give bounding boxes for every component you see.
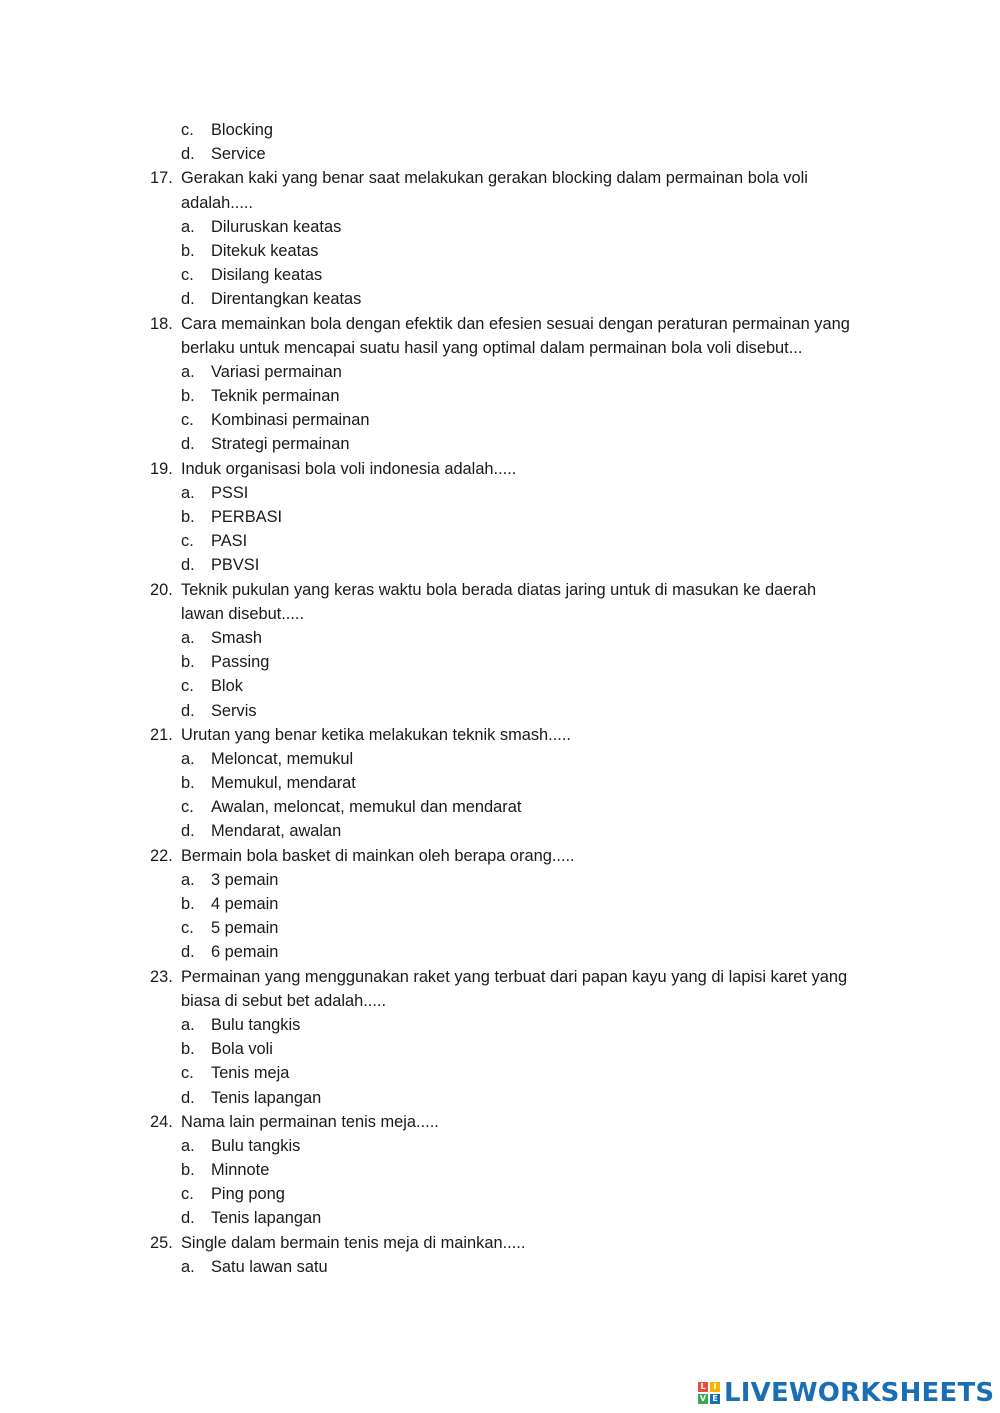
option-label: d.	[181, 435, 195, 454]
top-option[interactable]	[0, 142, 1000, 166]
question-number: 24.	[150, 1112, 173, 1131]
option-text: Ping pong	[211, 1185, 285, 1204]
option-text: 4 pemain	[211, 895, 279, 913]
question-number: 17.	[150, 169, 173, 188]
option-label: b.	[181, 508, 195, 526]
question-number: 25.	[150, 1233, 173, 1252]
option-text: Variasi permainan	[211, 362, 342, 381]
option-label: c.	[181, 411, 194, 430]
option-text: 6 pemain	[211, 943, 279, 962]
question-number: 19.	[150, 459, 173, 478]
option-label: a.	[181, 870, 195, 889]
option-text: PBVSI	[211, 556, 260, 575]
option-label: b.	[181, 895, 195, 913]
question-number: 20.	[150, 580, 173, 599]
question-number: 22.	[150, 846, 173, 865]
question-stem	[0, 457, 1000, 481]
option-label: d.	[181, 145, 195, 164]
question-text: Cara memainkan bola dengan efektik dan efesien sesuai dengan peraturan permainan yang	[181, 314, 850, 333]
question-stem-continued	[0, 989, 1000, 1013]
answer-option[interactable]	[0, 819, 1000, 843]
option-text: Bola voli	[211, 1040, 273, 1059]
answer-option[interactable]	[0, 1037, 1000, 1061]
question-number: 18.	[150, 314, 173, 333]
question-number: 21.	[150, 725, 173, 744]
option-text: Service	[211, 145, 266, 164]
answer-option[interactable]	[0, 892, 1000, 916]
answer-option[interactable]	[0, 408, 1000, 432]
question-list	[0, 166, 1000, 1279]
answer-option[interactable]	[0, 1086, 1000, 1110]
answer-option[interactable]	[0, 239, 1000, 263]
option-label: d.	[181, 701, 195, 720]
option-text: Passing	[211, 653, 270, 672]
option-text: Bulu tangkis	[211, 1136, 301, 1155]
option-text: Ditekuk keatas	[211, 241, 319, 260]
answer-option[interactable]	[0, 1134, 1000, 1158]
answer-option[interactable]	[0, 1158, 1000, 1182]
answer-option[interactable]	[0, 795, 1000, 819]
option-text: Direntangkan keatas	[211, 290, 362, 309]
question-number: 23.	[150, 967, 173, 986]
option-text: Tenis lapangan	[211, 1209, 322, 1228]
liveworksheets-logo	[698, 1377, 994, 1409]
question-stem-continued	[0, 191, 1000, 215]
answer-option[interactable]	[0, 1013, 1000, 1037]
question-stem-continued	[0, 336, 1000, 360]
option-label: c.	[181, 919, 194, 938]
answer-option[interactable]	[0, 1061, 1000, 1085]
logo-letter: E	[710, 1394, 720, 1404]
answer-option[interactable]	[0, 287, 1000, 311]
question-stem	[0, 166, 1000, 190]
option-text: Servis	[211, 701, 257, 720]
answer-option[interactable]	[0, 626, 1000, 650]
answer-option[interactable]	[0, 215, 1000, 239]
option-label: d.	[181, 822, 195, 841]
option-text: Smash	[211, 628, 263, 647]
option-text: Teknik permainan	[211, 387, 340, 406]
logo-letter: V	[699, 1394, 707, 1403]
question-text: berlaku untuk mencapai suatu hasil yang optimal dalam permainan bola voli disebut...	[181, 338, 803, 357]
option-text: 5 pemain	[211, 919, 279, 938]
option-label: c.	[181, 798, 194, 817]
option-text: Meloncat, memukul	[211, 749, 354, 768]
option-text: PASI	[211, 532, 248, 551]
option-text: Bulu tangkis	[211, 1015, 301, 1034]
option-label: d.	[181, 290, 195, 309]
option-text: Awalan, meloncat, memukul dan mendarat	[211, 798, 522, 817]
answer-option[interactable]	[0, 699, 1000, 723]
option-text: Minnote	[211, 1161, 270, 1180]
option-label: a.	[181, 749, 195, 768]
option-label: c.	[181, 266, 194, 285]
option-label: c.	[181, 121, 194, 139]
question-text: adalah.....	[181, 193, 253, 212]
worksheet-page	[0, 118, 1000, 1279]
option-label: d.	[181, 556, 195, 575]
logo-letter: L	[698, 1382, 708, 1392]
option-label: a.	[181, 362, 195, 381]
option-label: b.	[181, 653, 195, 672]
option-label: a.	[181, 1257, 195, 1276]
option-text: 3 pemain	[211, 870, 279, 889]
answer-option[interactable]	[0, 263, 1000, 287]
question-text: biasa di sebut bet adalah.....	[181, 991, 387, 1010]
question-stem	[0, 723, 1000, 747]
question-text: Urutan yang benar ketika melakukan teknik smash.....	[181, 725, 571, 744]
answer-option[interactable]	[0, 505, 1000, 529]
option-label: d.	[181, 1088, 195, 1107]
answer-option[interactable]	[0, 1182, 1000, 1206]
question-text: Permainan yang menggunakan raket yang terbuat dari papan kayu yang di lapisi karet yang	[181, 967, 848, 986]
answer-option[interactable]	[0, 481, 1000, 505]
question-stem	[0, 1110, 1000, 1134]
question-text: Bermain bola basket di mainkan oleh berapa orang.....	[181, 846, 575, 865]
answer-option[interactable]	[0, 432, 1000, 456]
option-text: Strategi permainan	[211, 435, 350, 454]
answer-option[interactable]	[0, 674, 1000, 698]
option-label: c.	[181, 1185, 194, 1204]
option-label: c.	[181, 1064, 194, 1083]
answer-option[interactable]	[0, 360, 1000, 384]
answer-option[interactable]	[0, 771, 1000, 795]
question-text: Induk organisasi bola voli indonesia adalah.....	[181, 459, 517, 478]
option-text: Diluruskan keatas	[211, 217, 342, 236]
answer-option[interactable]	[0, 940, 1000, 964]
question-stem-continued	[0, 602, 1000, 626]
question-text: lawan disebut.....	[181, 604, 305, 623]
question-text: Single dalam bermain tenis meja di mainkan.....	[181, 1233, 526, 1252]
question-stem	[0, 312, 1000, 336]
option-text: Satu lawan satu	[211, 1257, 328, 1276]
question-text: Teknik pukulan yang keras waktu bola berada diatas jaring untuk di masukan ke daerah	[181, 580, 817, 599]
question-stem	[0, 578, 1000, 602]
option-label: a.	[181, 483, 195, 502]
answer-option[interactable]	[0, 747, 1000, 771]
option-label: a.	[181, 1015, 195, 1034]
answer-option[interactable]	[0, 650, 1000, 674]
question-text: Nama lain permainan tenis meja.....	[181, 1112, 439, 1131]
option-text: Blok	[211, 677, 243, 696]
option-label: d.	[181, 943, 195, 962]
answer-option[interactable]	[0, 1206, 1000, 1230]
question-stem	[0, 844, 1000, 868]
option-text: Blocking	[211, 121, 273, 139]
option-label: a.	[181, 628, 195, 647]
option-label: b.	[181, 1040, 195, 1059]
answer-option[interactable]	[0, 1255, 1000, 1279]
option-label: d.	[181, 1209, 195, 1228]
option-text: PSSI	[211, 483, 249, 502]
answer-option[interactable]	[0, 868, 1000, 892]
option-label: b.	[181, 1161, 195, 1180]
question-stem	[0, 965, 1000, 989]
option-label: b.	[181, 387, 195, 406]
option-text: PERBASI	[211, 508, 283, 526]
option-text: Tenis meja	[211, 1064, 290, 1083]
answer-option[interactable]	[0, 384, 1000, 408]
option-label: a.	[181, 1136, 195, 1155]
question-text: Gerakan kaki yang benar saat melakukan gerakan blocking dalam permainan bola voli	[181, 169, 808, 188]
option-text: Disilang keatas	[211, 266, 323, 285]
option-label: b.	[181, 774, 195, 793]
answer-option[interactable]	[0, 529, 1000, 553]
option-label: a.	[181, 217, 195, 236]
option-label: c.	[181, 532, 194, 551]
option-text: Memukul, mendarat	[211, 774, 356, 793]
option-text: Kombinasi permainan	[211, 411, 370, 430]
option-label: c.	[181, 677, 194, 696]
logo-letter: I	[710, 1382, 720, 1392]
option-text: Tenis lapangan	[211, 1088, 322, 1107]
answer-option[interactable]	[0, 553, 1000, 577]
option-label: b.	[181, 241, 195, 260]
top-option[interactable]	[0, 118, 1000, 142]
answer-option[interactable]	[0, 916, 1000, 940]
question-stem	[0, 1231, 1000, 1255]
brand-name: LIVEWORKSHEETS	[724, 1378, 995, 1408]
logo-icon	[698, 1382, 720, 1404]
option-text: Mendarat, awalan	[211, 822, 342, 841]
